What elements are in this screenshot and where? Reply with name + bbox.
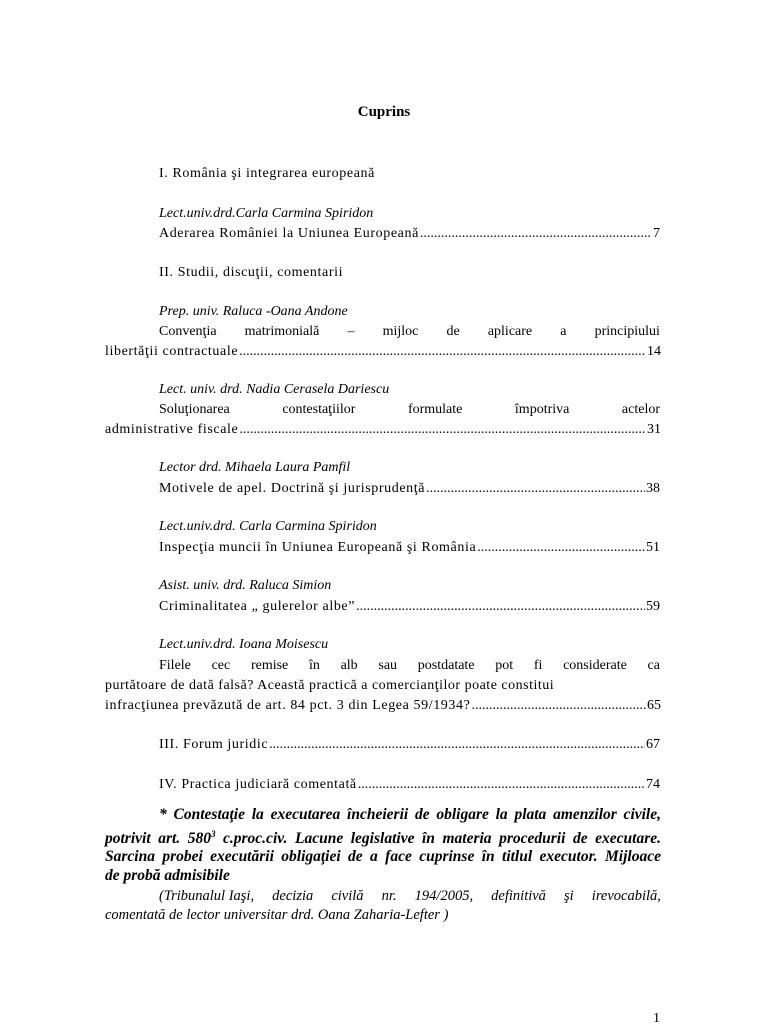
toc-page-number: 7 bbox=[653, 226, 660, 241]
word: civilă bbox=[331, 888, 364, 904]
word: (Tribunalul Iaşi, bbox=[159, 888, 255, 904]
case-title-line: Sarcina probei executării obligaţiei de a face cuprinse în titlul executor. Mijloace bbox=[105, 848, 661, 866]
word: şi bbox=[564, 888, 574, 904]
dot-leader bbox=[358, 775, 645, 795]
section-heading-3 bbox=[159, 735, 660, 755]
court-note-line bbox=[105, 887, 661, 906]
toc-page-number: 31 bbox=[647, 422, 661, 437]
word: principiului bbox=[594, 324, 660, 339]
word: contestaţiilor bbox=[282, 402, 356, 417]
toc-page-number: 14 bbox=[647, 344, 661, 359]
word: irevocabilă, bbox=[591, 888, 661, 904]
word: Filele bbox=[159, 658, 191, 673]
toc-entry-first-line bbox=[159, 322, 660, 342]
case-title-line bbox=[105, 825, 661, 849]
case-title bbox=[105, 806, 661, 885]
word: considerate bbox=[563, 658, 627, 673]
toc-page-number: 38 bbox=[646, 481, 660, 496]
dot-leader bbox=[239, 420, 646, 440]
word: aplicare bbox=[487, 324, 533, 339]
toc-entry-title: libertăţii contractuale bbox=[105, 344, 239, 359]
toc-entry-title: Criminalitatea „ gulerelor albe” bbox=[159, 599, 356, 614]
word: ca bbox=[647, 658, 660, 673]
word: a bbox=[560, 324, 567, 339]
case-title-line: * Contestaţie la executarea încheierii de obligare la plata amenzilor civile, bbox=[159, 806, 661, 823]
word: nr. bbox=[381, 888, 397, 904]
article-author: Lect.univ.drd.Carla Carmina Spiridon bbox=[159, 206, 374, 221]
toc-page-number: 59 bbox=[646, 599, 660, 614]
toc-entry bbox=[105, 420, 661, 440]
section-heading-2: II. Studii, discuţii, comentarii bbox=[159, 265, 344, 280]
word: remise bbox=[250, 658, 289, 673]
dot-leader bbox=[239, 342, 646, 362]
toc-entry bbox=[159, 479, 660, 499]
toc-entry-first-line bbox=[159, 400, 660, 420]
toc-page-number: 74 bbox=[646, 777, 660, 792]
toc-entry-title: infracţiunea prevăzută de art. 84 pct. 3 din Legea 59/1934? bbox=[105, 698, 471, 713]
word: matrimonială bbox=[244, 324, 320, 339]
dot-leader bbox=[420, 224, 652, 244]
word: definitivă bbox=[491, 888, 546, 904]
toc-entry-title: Aderarea României la Uniunea Europeană bbox=[159, 226, 419, 241]
toc-page-number: 51 bbox=[646, 540, 660, 555]
toc-entry bbox=[159, 538, 660, 558]
article-author: Lect.univ.drd. Ioana Moisescu bbox=[159, 637, 329, 652]
article-author: Lect.univ.drd. Carla Carmina Spiridon bbox=[159, 519, 377, 534]
page-number: 1 bbox=[653, 1011, 660, 1026]
word: mijloc bbox=[382, 324, 419, 339]
court-note-line: comentată de lector universitar drd. Oana Zaharia-Lefter ) bbox=[105, 907, 449, 923]
dot-leader bbox=[471, 696, 646, 716]
page-title: Cuprins bbox=[357, 104, 411, 120]
toc-entry-title: Motivele de apel. Doctrină şi jurisprudenţă bbox=[159, 481, 426, 496]
toc-page-number: 65 bbox=[647, 698, 661, 713]
toc-page-number: 67 bbox=[646, 737, 660, 752]
word: 194/2005, bbox=[414, 888, 474, 904]
word: pot bbox=[495, 658, 514, 673]
toc-entry bbox=[159, 224, 660, 244]
section-heading-4 bbox=[159, 775, 660, 795]
word: decizia bbox=[272, 888, 314, 904]
word: Convenţia bbox=[159, 324, 217, 339]
dot-leader bbox=[426, 479, 645, 499]
word: Soluţionarea bbox=[159, 402, 230, 417]
word: – bbox=[347, 324, 355, 339]
toc-entry-first-line bbox=[159, 656, 660, 676]
toc-entry bbox=[105, 696, 661, 716]
toc-entry-middle-line: purtătoare de dată falsă? Această practică a comercianţilor poate constitui bbox=[105, 678, 555, 693]
toc-entry-title: administrative fiscale bbox=[105, 422, 239, 437]
toc-entry-title: III. Forum juridic bbox=[159, 737, 269, 752]
word: sau bbox=[378, 658, 398, 673]
dot-leader bbox=[477, 538, 645, 558]
article-author: Prep. univ. Raluca -Oana Andone bbox=[159, 304, 348, 319]
word: postdatate bbox=[417, 658, 475, 673]
article-author: Lect. univ. drd. Nadia Cerasela Dariescu bbox=[159, 382, 390, 397]
toc-entry-title: Inspecţia muncii în Uniunea Europeană şi România bbox=[159, 540, 477, 555]
word: în bbox=[308, 658, 320, 673]
toc-entry bbox=[105, 342, 661, 362]
toc-entry bbox=[159, 597, 660, 617]
dot-leader bbox=[269, 735, 645, 755]
word: împotriva bbox=[514, 402, 570, 417]
toc-entry-title: IV. Practica judiciară comentată bbox=[159, 777, 357, 792]
court-note bbox=[105, 887, 661, 925]
article-author: Asist. univ. drd. Raluca Simion bbox=[159, 578, 332, 593]
case-title-line: de probă admisibile bbox=[105, 866, 230, 884]
word: alb bbox=[340, 658, 358, 673]
word: actelor bbox=[621, 402, 660, 417]
word: fi bbox=[533, 658, 543, 673]
word: cec bbox=[211, 658, 231, 673]
word: de bbox=[446, 324, 460, 339]
case-title-text: potrivit art. 580 bbox=[105, 829, 211, 847]
word: formulate bbox=[407, 402, 463, 417]
section-heading-1: I. România şi integrarea europeană bbox=[159, 166, 375, 181]
article-author: Lector drd. Mihaela Laura Pamfil bbox=[159, 460, 351, 475]
case-title-text: c.proc.civ. Lacune legislative în materia procedurii de executare. bbox=[215, 829, 662, 847]
superscript: 3 bbox=[210, 828, 216, 839]
dot-leader bbox=[356, 597, 645, 617]
